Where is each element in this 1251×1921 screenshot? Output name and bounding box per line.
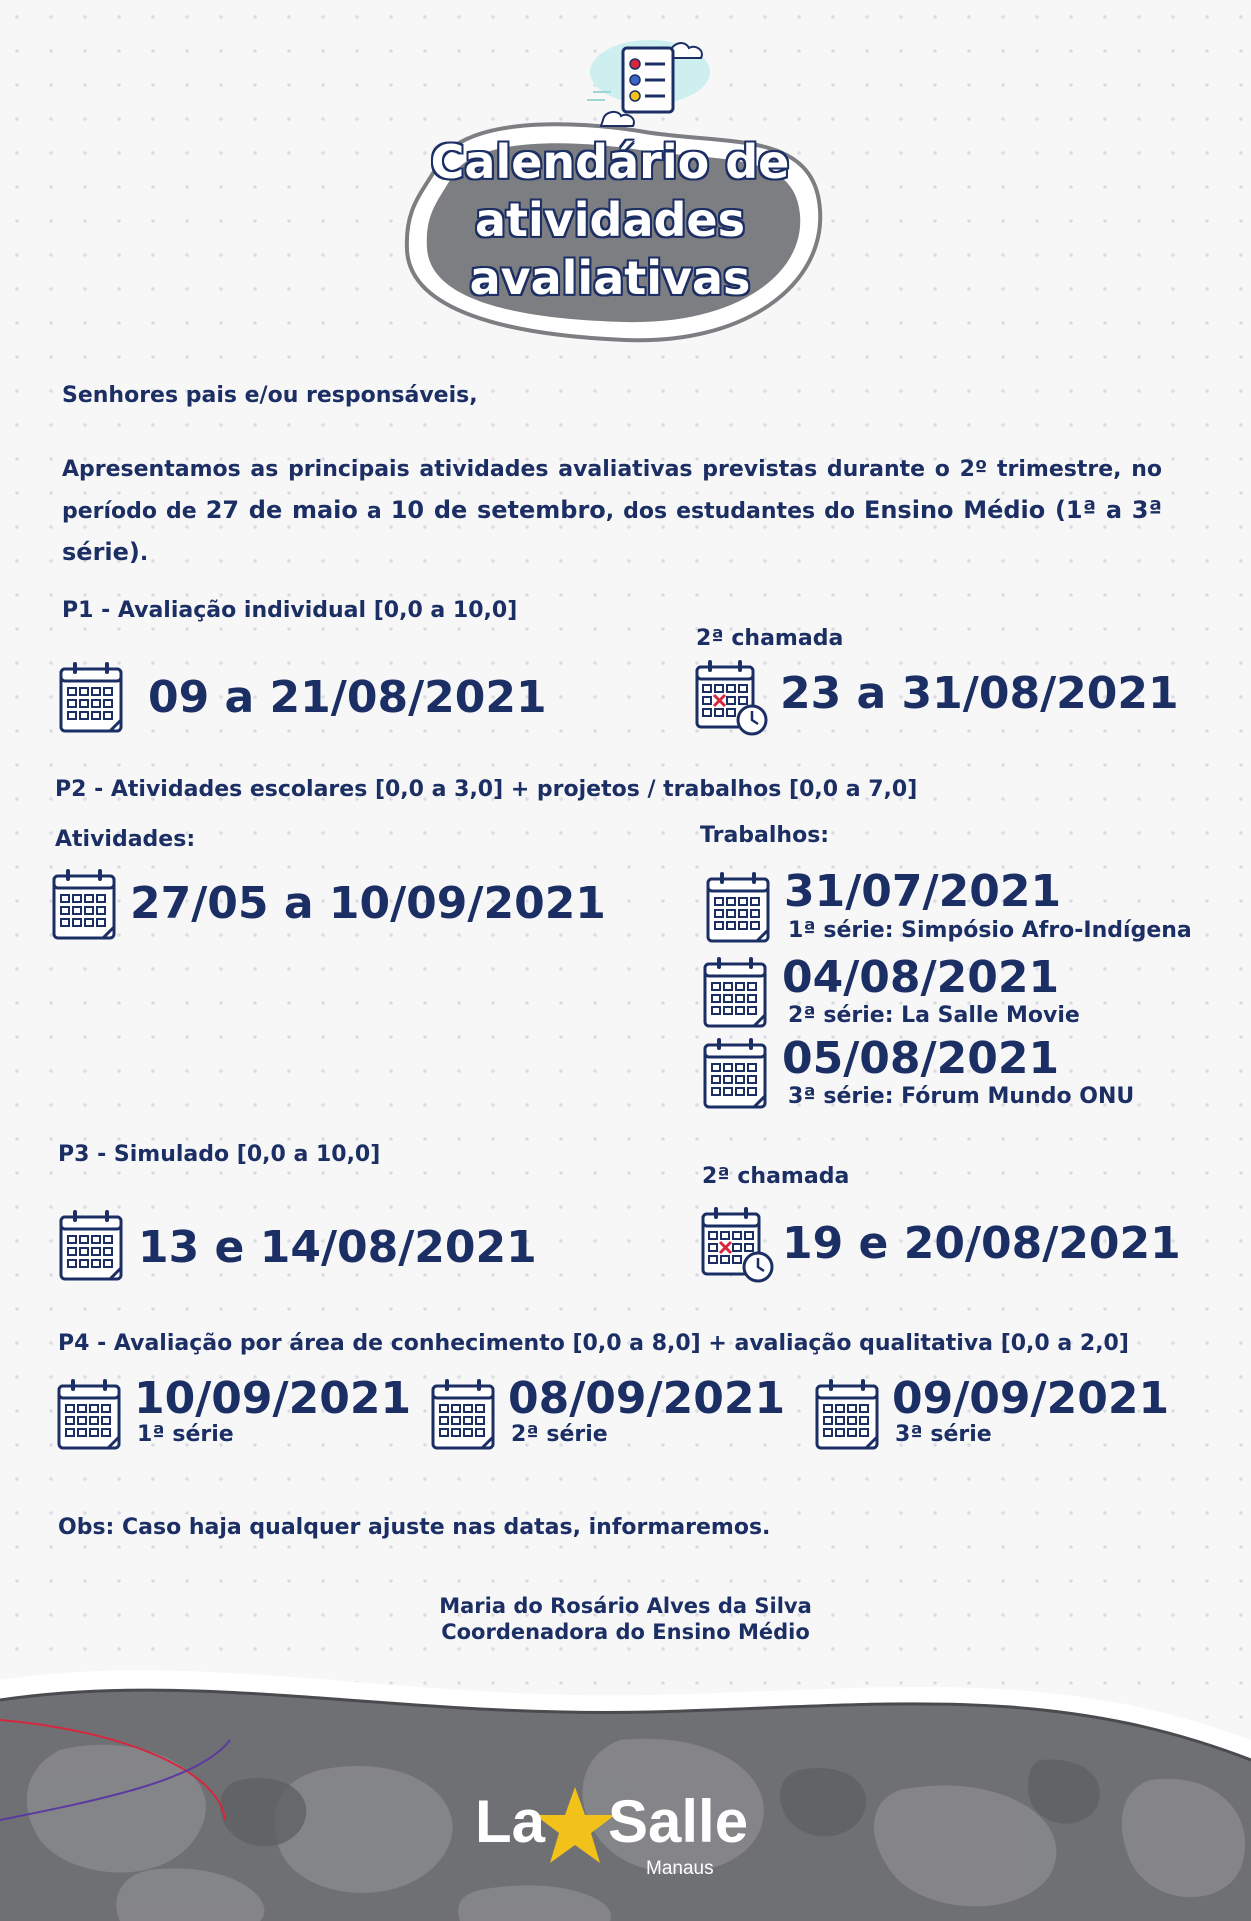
- signature-name: Maria do Rosário Alves da Silva: [439, 1594, 812, 1618]
- p2-heading: P2 - Atividades escolares [0,0 a 3,0] + projetos / trabalhos [0,0 a 7,0]: [55, 777, 918, 802]
- p4-heading: P4 - Avaliação por área de conhecimento [0,0 a 8,0] + avaliação qualitativa [0,0 a 2,0]: [58, 1331, 1129, 1356]
- p4-item-2-grade: 2ª série: [511, 1422, 608, 1447]
- p2-activities-label: Atividades:: [55, 827, 196, 852]
- note: Obs: Caso haja qualquer ajuste nas datas, informaremos.: [58, 1515, 771, 1540]
- p1-second-call-dates: 23 a 31/08/2021: [780, 668, 1179, 719]
- star-icon: [533, 1785, 617, 1867]
- calendar-icon: [702, 1036, 772, 1112]
- p2-work-3-date: 05/08/2021: [782, 1033, 1060, 1084]
- intro-level: Ensino Médio (1ª a 3ª série): [62, 496, 1162, 566]
- p3-heading: P3 - Simulado [0,0 a 10,0]: [58, 1142, 381, 1167]
- p4-item-1-grade: 1ª série: [137, 1422, 234, 1447]
- p2-work-1-desc: 1ª série: Simpósio Afro-Indígena: [788, 918, 1192, 943]
- p1-heading: P1 - Avaliação individual [0,0 a 10,0]: [62, 598, 518, 623]
- p2-activities-dates: 27/05 a 10/09/2021: [130, 878, 606, 929]
- intro-paragraph: [62, 450, 1162, 574]
- logo-text-la: La: [475, 1788, 546, 1855]
- calendar-icon: [705, 870, 775, 946]
- logo-text-manaus: Manaus: [646, 1858, 714, 1879]
- p2-work-2-desc: 2ª série: La Salle Movie: [788, 1003, 1080, 1028]
- p4-item-1-date: 10/09/2021: [134, 1373, 412, 1424]
- intro-text-start: Apresentamos as principais atividades avaliativas previstas durante o 2º trimestre, no período de: [62, 457, 1162, 524]
- intro-text-a: a: [357, 499, 391, 524]
- calendar-icon: [702, 955, 772, 1031]
- calendar-icon: [430, 1377, 500, 1453]
- calendar-icon: [56, 1377, 126, 1453]
- calendar-icon: [51, 867, 121, 943]
- p3-second-call-label: 2ª chamada: [702, 1164, 850, 1189]
- p1-second-call-label: 2ª chamada: [696, 626, 844, 651]
- page-title-line-2: atividades: [474, 193, 746, 247]
- p1-dates: 09 a 21/08/2021: [148, 672, 547, 723]
- p3-second-call-dates: 19 e 20/08/2021: [782, 1218, 1181, 1269]
- p4-item-2-date: 08/09/2021: [508, 1373, 786, 1424]
- signature-role: Coordenadora do Ensino Médio: [441, 1620, 810, 1644]
- p2-work-3-desc: 3ª série: Fórum Mundo ONU: [788, 1084, 1135, 1109]
- p2-work-2-date: 04/08/2021: [782, 952, 1060, 1003]
- calendar-clock-icon: [694, 658, 770, 738]
- p4-item-3-grade: 3ª série: [895, 1422, 992, 1447]
- p2-work-1-date: 31/07/2021: [784, 866, 1062, 917]
- logo-text-salle: Salle: [608, 1788, 749, 1855]
- p2-works-label: Trabalhos:: [700, 823, 830, 848]
- calendar-icon: [58, 1208, 128, 1284]
- page-title-line-1: Calendário de: [430, 135, 790, 189]
- greeting: Senhores pais e/ou responsáveis,: [62, 383, 478, 408]
- calendar-clock-icon: [700, 1205, 776, 1285]
- p4-item-3-date: 09/09/2021: [892, 1373, 1170, 1424]
- calendar-icon: [814, 1377, 884, 1453]
- intro-text-mid: , dos estudantes do: [605, 499, 864, 524]
- p3-dates: 13 e 14/08/2021: [138, 1222, 537, 1273]
- calendar-icon: [58, 660, 128, 736]
- page-title-line-3: avaliativas: [469, 251, 751, 305]
- intro-date-start: 27 de maio: [205, 496, 358, 524]
- checklist-icon: [585, 30, 715, 135]
- intro-date-end: 10 de setembro: [390, 496, 606, 524]
- intro-text-end: .: [139, 541, 149, 566]
